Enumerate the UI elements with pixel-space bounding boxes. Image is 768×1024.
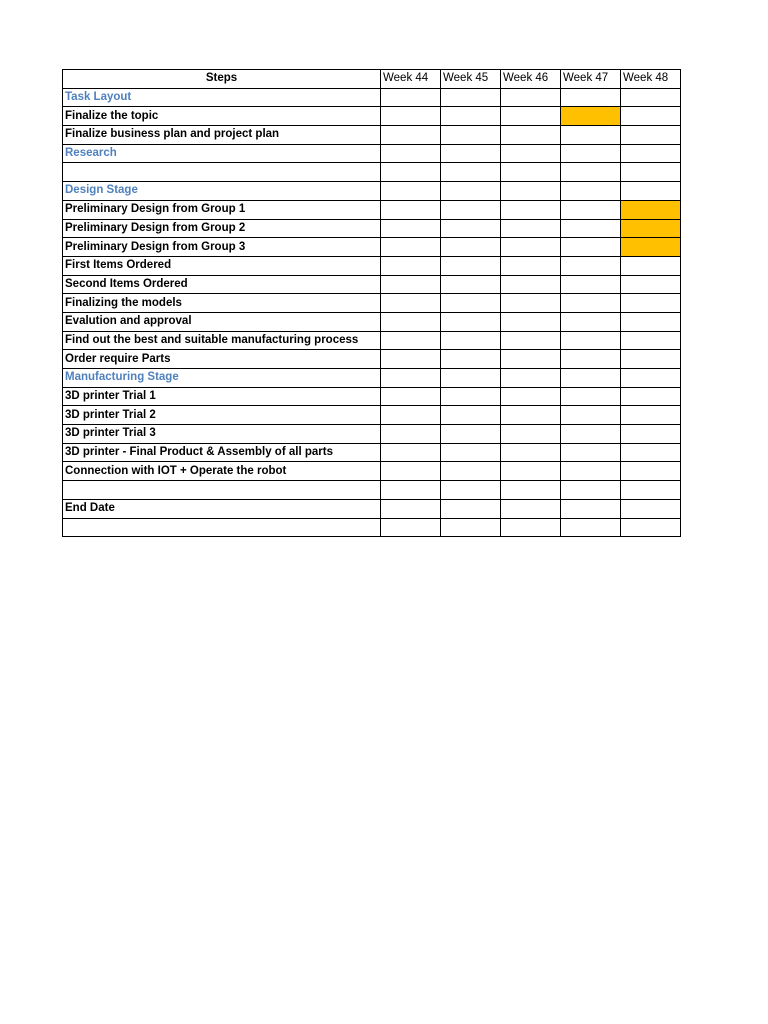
week-cell <box>441 200 501 219</box>
week-cell <box>501 200 561 219</box>
week-cell <box>441 481 501 500</box>
week-cell <box>381 107 441 126</box>
week-cell <box>501 481 561 500</box>
week-cell-highlighted <box>621 200 681 219</box>
task-row <box>63 163 681 182</box>
week-cell <box>501 387 561 406</box>
task-row <box>63 331 681 350</box>
week-cell <box>561 499 621 518</box>
task-label: 3D printer - Final Product & Assembly of all parts <box>63 443 381 462</box>
week-cell <box>441 256 501 275</box>
week-cell <box>441 350 501 369</box>
task-label: End Date <box>63 499 381 518</box>
week-cell <box>621 256 681 275</box>
week-cell <box>561 387 621 406</box>
week-cell <box>381 144 441 163</box>
week-cell <box>381 88 441 107</box>
week-cell <box>441 312 501 331</box>
week-cell <box>621 518 681 537</box>
week-cell <box>381 369 441 388</box>
week-cell <box>501 499 561 518</box>
week-cell <box>561 406 621 425</box>
week-cell <box>501 238 561 257</box>
week-cell <box>501 312 561 331</box>
week-header: Week 46 <box>501 70 561 89</box>
week-cell <box>501 443 561 462</box>
week-cell <box>501 88 561 107</box>
week-cell <box>561 144 621 163</box>
week-cell <box>381 425 441 444</box>
week-cell <box>381 331 441 350</box>
week-cell <box>381 200 441 219</box>
section-row <box>63 88 681 107</box>
week-cell-highlighted <box>561 107 621 126</box>
week-cell <box>501 107 561 126</box>
task-label: Finalize business plan and project plan <box>63 126 381 145</box>
section-label: Research <box>63 144 381 163</box>
task-label: Finalizing the models <box>63 294 381 313</box>
week-cell <box>441 182 501 201</box>
week-cell <box>381 443 441 462</box>
week-cell <box>621 163 681 182</box>
task-label: 3D printer Trial 1 <box>63 387 381 406</box>
week-cell <box>621 462 681 481</box>
week-cell <box>621 275 681 294</box>
week-cell <box>501 518 561 537</box>
section-label: Manufacturing Stage <box>63 369 381 388</box>
week-header: Week 44 <box>381 70 441 89</box>
week-cell <box>501 462 561 481</box>
week-cell <box>441 425 501 444</box>
week-cell <box>561 126 621 145</box>
task-row <box>63 518 681 537</box>
week-cell <box>441 462 501 481</box>
week-cell <box>381 518 441 537</box>
week-cell <box>381 256 441 275</box>
week-cell <box>561 256 621 275</box>
task-label: Evalution and approval <box>63 312 381 331</box>
week-cell <box>621 406 681 425</box>
week-cell <box>621 294 681 313</box>
task-label: Preliminary Design from Group 2 <box>63 219 381 238</box>
task-row <box>63 443 681 462</box>
task-label: Find out the best and suitable manufacturing process <box>63 331 381 350</box>
task-row <box>63 107 681 126</box>
task-row <box>63 481 681 500</box>
week-cell <box>381 238 441 257</box>
week-cell <box>441 219 501 238</box>
week-cell <box>501 275 561 294</box>
week-cell <box>501 256 561 275</box>
section-label: Design Stage <box>63 182 381 201</box>
task-label: First Items Ordered <box>63 256 381 275</box>
week-cell <box>561 518 621 537</box>
task-row <box>63 499 681 518</box>
week-cell <box>621 443 681 462</box>
week-cell-highlighted <box>621 219 681 238</box>
week-cell <box>501 425 561 444</box>
week-cell <box>501 182 561 201</box>
task-row <box>63 387 681 406</box>
project-schedule-table <box>62 69 681 537</box>
week-cell <box>441 163 501 182</box>
week-cell <box>561 182 621 201</box>
task-label: Finalize the topic <box>63 107 381 126</box>
week-header: Week 48 <box>621 70 681 89</box>
week-cell <box>381 294 441 313</box>
week-cell <box>381 163 441 182</box>
week-cell <box>441 369 501 388</box>
week-cell <box>621 499 681 518</box>
week-cell <box>441 518 501 537</box>
week-cell <box>621 387 681 406</box>
week-cell <box>621 88 681 107</box>
task-row <box>63 200 681 219</box>
task-label: Second Items Ordered <box>63 275 381 294</box>
week-cell <box>621 369 681 388</box>
week-cell-highlighted <box>621 238 681 257</box>
week-cell <box>621 331 681 350</box>
week-cell <box>621 144 681 163</box>
week-cell <box>381 350 441 369</box>
week-header: Week 47 <box>561 70 621 89</box>
week-cell <box>621 107 681 126</box>
week-cell <box>501 219 561 238</box>
week-cell <box>501 144 561 163</box>
week-cell <box>441 88 501 107</box>
task-row <box>63 126 681 145</box>
week-cell <box>441 443 501 462</box>
week-cell <box>381 406 441 425</box>
task-label <box>63 518 381 537</box>
week-cell <box>381 481 441 500</box>
section-row <box>63 144 681 163</box>
week-cell <box>501 126 561 145</box>
week-cell <box>441 275 501 294</box>
task-label: Preliminary Design from Group 1 <box>63 200 381 219</box>
task-row <box>63 256 681 275</box>
week-cell <box>621 481 681 500</box>
week-cell <box>621 126 681 145</box>
week-cell <box>561 443 621 462</box>
task-label: 3D printer Trial 3 <box>63 425 381 444</box>
week-cell <box>501 163 561 182</box>
week-cell <box>441 387 501 406</box>
week-cell <box>381 387 441 406</box>
week-cell <box>561 163 621 182</box>
week-cell <box>501 294 561 313</box>
task-label <box>63 481 381 500</box>
task-row <box>63 294 681 313</box>
header-row <box>63 70 681 89</box>
task-row <box>63 219 681 238</box>
week-cell <box>441 107 501 126</box>
task-row <box>63 425 681 444</box>
week-cell <box>561 425 621 444</box>
task-row <box>63 406 681 425</box>
week-cell <box>441 499 501 518</box>
week-cell <box>561 350 621 369</box>
schedule-body <box>63 88 681 537</box>
week-cell <box>441 144 501 163</box>
task-row <box>63 462 681 481</box>
task-label: Preliminary Design from Group 3 <box>63 238 381 257</box>
week-cell <box>621 312 681 331</box>
section-row <box>63 369 681 388</box>
week-header: Week 45 <box>441 70 501 89</box>
week-cell <box>381 462 441 481</box>
week-cell <box>561 200 621 219</box>
week-cell <box>441 126 501 145</box>
week-cell <box>381 182 441 201</box>
week-cell <box>381 312 441 331</box>
week-cell <box>441 294 501 313</box>
week-cell <box>381 126 441 145</box>
week-cell <box>561 481 621 500</box>
week-cell <box>561 331 621 350</box>
week-cell <box>441 331 501 350</box>
steps-header: Steps <box>63 70 381 89</box>
task-row <box>63 350 681 369</box>
section-label: Task Layout <box>63 88 381 107</box>
week-cell <box>561 88 621 107</box>
week-cell <box>501 331 561 350</box>
week-cell <box>561 294 621 313</box>
week-cell <box>501 406 561 425</box>
week-cell <box>501 350 561 369</box>
section-row <box>63 182 681 201</box>
week-cell <box>621 350 681 369</box>
task-label: Connection with IOT + Operate the robot <box>63 462 381 481</box>
week-cell <box>381 499 441 518</box>
week-cell <box>621 182 681 201</box>
task-label <box>63 163 381 182</box>
task-row <box>63 312 681 331</box>
task-label: 3D printer Trial 2 <box>63 406 381 425</box>
week-cell <box>561 462 621 481</box>
week-cell <box>381 219 441 238</box>
week-cell <box>561 369 621 388</box>
week-cell <box>561 312 621 331</box>
week-cell <box>441 238 501 257</box>
week-cell <box>441 406 501 425</box>
task-row <box>63 275 681 294</box>
week-cell <box>561 275 621 294</box>
week-cell <box>561 219 621 238</box>
week-cell <box>621 425 681 444</box>
week-cell <box>381 275 441 294</box>
week-cell <box>561 238 621 257</box>
week-cell <box>501 369 561 388</box>
task-label: Order require Parts <box>63 350 381 369</box>
task-row <box>63 238 681 257</box>
